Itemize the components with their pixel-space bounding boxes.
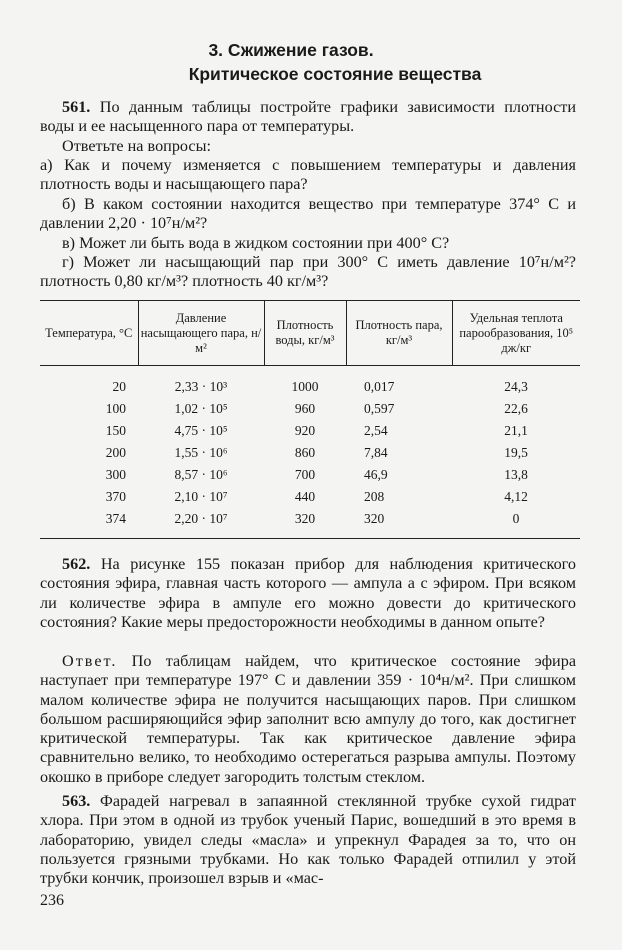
section-title: 3. Сжижение газов.: [208, 40, 374, 60]
table-row: 300 8,57 · 10⁶ 700 46,9 13,8: [105, 467, 528, 482]
problem-562-number: 562.: [62, 555, 91, 573]
header-temperature: Температура, °С: [40, 301, 138, 366]
section-subtitle: Критическое состояние вещества: [188, 64, 482, 84]
problem-562-answer: Ответ. По таблицам найдем, что критическое состояние эфира наступает при температуре 197° С и давлении 359 · 10⁴н/м². При слишком малом количестве эфира не получится насыщающих паров. При слишком большом расширяющийся эфир заполнит всю ампулу до того, как достигнет критической температуры. Так как критическое давление эфира сравнительно велико, то необходимо остерегаться разрыва ампулы. Поэтому окошко в приборе следует загородить толстым стеклом.: [40, 652, 577, 786]
problem-562-text: 562. На рисунке 155 показан прибор для наблюдения критического состояния эфира, главная часть которого — ампула a с эфиром. При всяком ли количестве эфира в ампуле его можно довести до критического состояния? Какие меры предосторожности необходимы в данном опыте?: [40, 555, 577, 631]
problem-563-number: 563.: [62, 792, 91, 810]
problem-561-text: 561. По данным таблицы постройте графики зависимости плотности воды и ее насыщенного пара от температуры.: [40, 98, 576, 136]
header-vapor-density: Плотность пара, кг/м³: [346, 301, 452, 366]
question-a: а) Как и почему изменяется с повышением температуры и давления плотность воды и насыщающего пара?: [40, 156, 576, 194]
table-row: 100 1,02 · 10⁵ 960 0,597 22,6: [105, 401, 528, 416]
question-b: б) В каком состоянии находится вещество при температуре 374° С и давлении 2,20 · 10⁷н/м²?: [40, 195, 576, 233]
problem-563-text: 563. Фарадей нагревал в запаянной стеклянной трубке сухой гидрат хлора. При этом в одной из трубок ученый Парис, вошедший в это время в лабораторию, увидел следы «масла» и упрекнул Фарадея за то, что он пользуется грязными трубками. Но как только Фарадей отпилил у этой трубки кончик, произошел взрыв и «мас-: [40, 792, 576, 888]
page-number: 236: [40, 892, 64, 909]
table-row: 150 4,75 · 10⁵ 920 2,54 21,1: [105, 423, 528, 438]
table-row: 20 2,33 · 10³ 1000 0,017 24,3: [112, 379, 528, 394]
table-header-row: [40, 301, 580, 366]
table-row: 200 1,55 · 10⁶ 860 7,84 19,5: [105, 445, 528, 460]
header-pressure: Давление насыщающего пара, н/м²: [138, 301, 264, 366]
problem-561-number: 561.: [62, 98, 91, 116]
question-d: г) Может ли насыщающий пар при 300° С иметь давление 10⁷н/м²? плотность 0,80 кг/м³? плотность 40 кг/м³?: [40, 253, 576, 291]
table-row: 374 2,20 · 10⁷ 320 320 0: [40, 508, 580, 539]
header-water-density: Плотность воды, кг/м³: [264, 301, 346, 366]
table-row: 370 2,10 · 10⁷ 440 208 4,12: [105, 489, 528, 504]
question-c: в) Может ли быть вода в жидком состоянии при 400° С?: [62, 234, 450, 252]
problem-561-intro: Ответьте на вопросы:: [62, 137, 211, 155]
water-properties-table: [40, 300, 580, 539]
header-heat-vaporization: Удельная теплота парообразования, 10⁵ дж/кг: [452, 301, 580, 366]
answer-label: Ответ.: [62, 652, 118, 670]
